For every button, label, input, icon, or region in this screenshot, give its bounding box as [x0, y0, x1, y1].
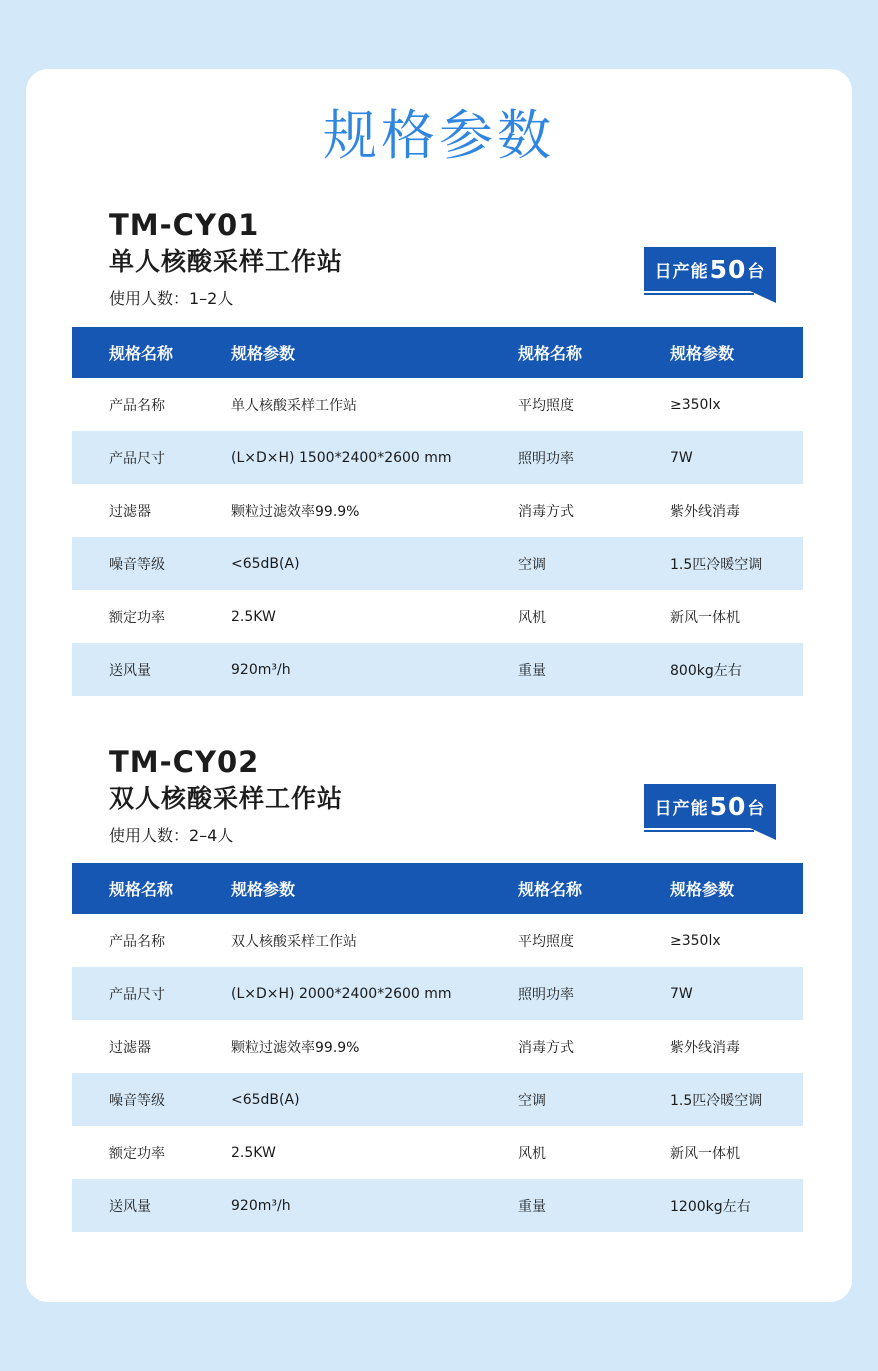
table-header-row	[72, 863, 803, 914]
header-spec-value: 规格参数	[633, 863, 803, 914]
spec-table	[72, 863, 803, 1232]
spec-value: 单人核酸采样工作站	[231, 397, 357, 414]
header-spec-name: 规格名称	[72, 327, 194, 378]
table-row	[72, 1179, 803, 1232]
spec-value: 新风一体机	[670, 1145, 740, 1162]
spec-name: 重量	[481, 643, 633, 696]
spec-value: 7W	[633, 431, 803, 484]
capacity-badge	[644, 784, 776, 828]
header-spec-value: 规格参数	[194, 863, 481, 914]
spec-name: 照明功率	[481, 967, 633, 1020]
spec-name: 过滤器	[109, 503, 151, 520]
badge-suffix: 台	[747, 261, 766, 282]
badge-number: 50	[709, 791, 747, 821]
spec-value: 920m³/h	[194, 1179, 481, 1232]
spec-name: 空调	[481, 1073, 633, 1126]
spec-value: 1.5匹冷暖空调	[633, 537, 803, 590]
spec-value: ≥350lx	[670, 932, 721, 949]
spec-value: (L×D×H) 1500*2400*2600 mm	[194, 431, 481, 484]
spec-value: 2.5KW	[231, 1144, 276, 1161]
spec-value: 1200kg左右	[633, 1179, 803, 1232]
spec-value: 新风一体机	[670, 609, 740, 626]
badge-number: 50	[709, 254, 747, 284]
spec-name: 产品尺寸	[72, 431, 194, 484]
table-row	[72, 378, 803, 431]
table-row	[72, 914, 803, 967]
badge-ribbon-tail	[644, 291, 776, 303]
table-row	[72, 590, 803, 643]
spec-value: (L×D×H) 2000*2400*2600 mm	[194, 967, 481, 1020]
header-spec-value: 规格参数	[633, 327, 803, 378]
spec-name: 额定功率	[109, 609, 165, 626]
spec-name: 消毒方式	[518, 503, 574, 520]
spec-value: 1.5匹冷暖空调	[633, 1073, 803, 1126]
spec-value: 紫外线消毒	[670, 1039, 740, 1056]
spec-value: 2.5KW	[231, 608, 276, 625]
spec-name: 消毒方式	[518, 1039, 574, 1056]
spec-name: 风机	[518, 609, 546, 626]
header-spec-name: 规格名称	[72, 863, 194, 914]
spec-value: 颗粒过滤效率99.9%	[231, 503, 360, 520]
badge-prefix: 日产能	[654, 798, 709, 819]
spec-name: 额定功率	[109, 1145, 165, 1162]
table-row	[72, 537, 803, 590]
user-count: 使用人数：1–2人	[109, 289, 234, 308]
badge-ribbon-tail	[644, 828, 776, 840]
capacity-badge	[644, 247, 776, 291]
spec-value: 紫外线消毒	[670, 503, 740, 520]
header-spec-name: 规格名称	[481, 863, 633, 914]
spec-name: 送风量	[72, 643, 194, 696]
spec-value: <65dB(A)	[194, 1073, 481, 1126]
spec-table	[72, 327, 803, 696]
model-code: TM-CY02	[109, 745, 260, 779]
spec-name: 噪音等级	[72, 537, 194, 590]
spec-name: 平均照度	[518, 397, 574, 414]
page-title: 规格参数	[323, 104, 555, 167]
spec-name: 产品名称	[109, 397, 165, 414]
product-name: 单人核酸采样工作站	[109, 247, 344, 276]
header-spec-name: 规格名称	[481, 327, 633, 378]
spec-name: 平均照度	[518, 933, 574, 950]
spec-name: 过滤器	[109, 1039, 151, 1056]
table-row	[72, 643, 803, 696]
badge-suffix: 台	[747, 798, 766, 819]
spec-value: 920m³/h	[194, 643, 481, 696]
table-row	[72, 967, 803, 1020]
badge-prefix: 日产能	[654, 261, 709, 282]
spec-name: 重量	[481, 1179, 633, 1232]
spec-name: 空调	[481, 537, 633, 590]
header-spec-value: 规格参数	[194, 327, 481, 378]
table-row	[72, 431, 803, 484]
spec-name: 风机	[518, 1145, 546, 1162]
table-row	[72, 1073, 803, 1126]
spec-name: 产品名称	[109, 933, 165, 950]
spec-value: 颗粒过滤效率99.9%	[231, 1039, 360, 1056]
model-code: TM-CY01	[109, 208, 260, 242]
spec-value: <65dB(A)	[194, 537, 481, 590]
spec-value: 7W	[633, 967, 803, 1020]
spec-value: 双人核酸采样工作站	[231, 933, 357, 950]
table-row	[72, 484, 803, 537]
spec-value: ≥350lx	[670, 396, 721, 413]
user-count: 使用人数：2–4人	[109, 826, 234, 845]
spec-name: 送风量	[72, 1179, 194, 1232]
spec-value: 800kg左右	[633, 643, 803, 696]
product-name: 双人核酸采样工作站	[109, 784, 344, 813]
spec-name: 照明功率	[481, 431, 633, 484]
table-row	[72, 1020, 803, 1073]
spec-name: 噪音等级	[72, 1073, 194, 1126]
spec-name: 产品尺寸	[72, 967, 194, 1020]
table-row	[72, 1126, 803, 1179]
table-header-row	[72, 327, 803, 378]
